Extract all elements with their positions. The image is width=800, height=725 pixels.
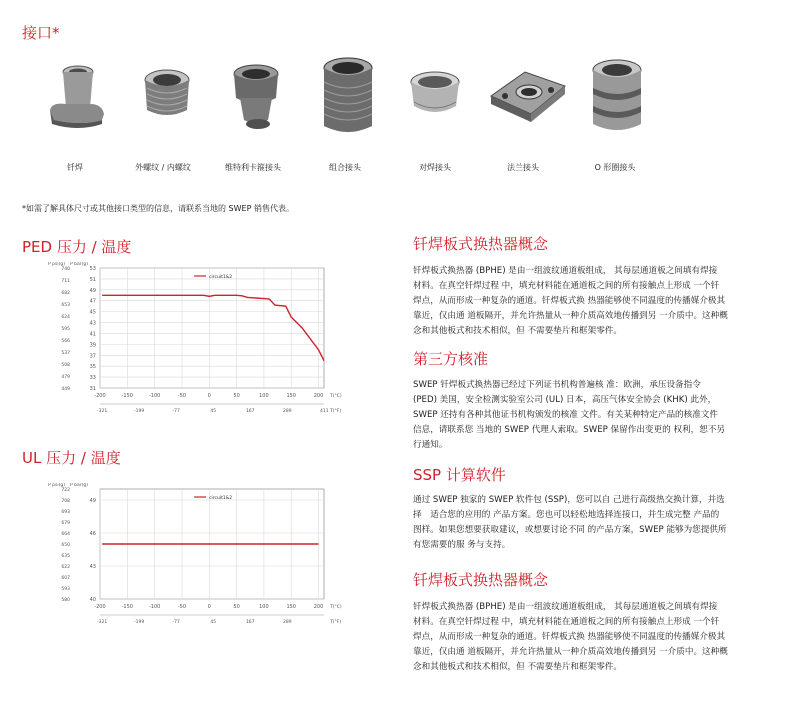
y-tick-label-psi: 682 (61, 291, 70, 296)
x-tick-label-f: -199 (134, 409, 145, 414)
y-tick-label: 41 (89, 331, 96, 338)
x-tick-label: 150 (286, 604, 296, 610)
connections-title: 接口* (22, 24, 60, 42)
y-tick-label-psi: 508 (61, 363, 70, 368)
x-tick-label-f: -321 (97, 409, 108, 414)
text-line: 择 适合您的应用的 产品方案。您也可以轻松地选择连接口，并生成完整 产品的 (413, 510, 720, 520)
bphe-concept-title-2: 钎焊板式换热器概念 (413, 571, 549, 589)
y-tick-label: 35 (89, 364, 96, 371)
text-line: 行通知。 (413, 440, 448, 450)
o-ring-connection-icon (582, 54, 652, 140)
x-tick-label: 150 (286, 393, 296, 399)
y-tick-label: 37 (89, 353, 96, 360)
y-tick-label-psi: 622 (61, 565, 70, 570)
x-axis-label-top: T(°C) (330, 394, 342, 399)
y-tick-label-psi: 580 (61, 598, 70, 603)
x-tick-label-f: -199 (134, 620, 145, 625)
x-tick-label: 50 (233, 393, 240, 399)
text-line: 焊点，从而形成一种复杂的通道。钎焊板式换 热器能够使不同温度的传播媒介极其 (413, 296, 726, 306)
y-tick-label: 49 (89, 287, 96, 294)
y-tick-label-psi: 449 (61, 387, 70, 392)
x-tick-label-f: -77 (172, 409, 180, 414)
series-line (102, 295, 324, 360)
text-line: 通过 SWEP 独家的 SWEP 软件包 (SSP)，您可以自 己进行高级热交换计算，并选 (413, 495, 725, 505)
x-tick-label-f: 45 (210, 409, 217, 414)
x-tick-label: -200 (94, 393, 106, 399)
y-axis-label-left: P psi(g) (48, 483, 65, 488)
y-tick-label: 43 (89, 564, 96, 570)
bphe-concept-text-2 (413, 600, 780, 675)
text-line: 焊点，从而形成一种复杂的通道。钎焊板式换 热器能够使不同温度的传播媒介极其 (413, 632, 726, 642)
y-tick-label-psi: 722 (61, 488, 70, 493)
y-tick-label-psi: 664 (61, 532, 70, 537)
y-tick-label-psi: 635 (61, 554, 70, 559)
text-line: 靠近，仅由通 道板隔开，并允许热量从一种介质高效地传播到另 一介质中。这种概 (413, 311, 728, 321)
third-party-approval-title: 第三方核准 (413, 350, 489, 368)
y-tick-label: 33 (89, 375, 96, 382)
y-tick-label-psi: 740 (61, 267, 70, 272)
text-line: (PED) 美国，安全检测实验室公司 (UL) 日本，高压气体安全协会 (KHK) 此外， (413, 395, 717, 405)
y-tick-label: 40 (89, 597, 96, 603)
flange-connection-icon (485, 58, 570, 138)
y-axis-label-right: P bar(g) (70, 483, 88, 488)
y-tick-label-psi: 653 (61, 303, 70, 308)
y-tick-label-psi: 624 (61, 315, 70, 320)
x-axis-label-bottom: T(°F) (330, 409, 342, 414)
legend-label: circuit1&2 (209, 496, 233, 501)
connection-label-brazed: 钎焊 (67, 163, 83, 172)
connection-label-weld: 对焊接头 (419, 163, 451, 172)
x-tick-label-f: 167 (245, 409, 255, 414)
x-tick-label-f: 289 (282, 620, 292, 625)
y-tick-label-psi: 650 (61, 543, 70, 548)
x-tick-label: 50 (233, 604, 240, 610)
connection-label-flange: 法兰接头 (507, 163, 539, 172)
x-tick-label-f: 45 (210, 620, 217, 625)
threaded-connection-icon (132, 58, 202, 138)
y-tick-label: 53 (89, 266, 96, 272)
y-tick-label: 45 (89, 309, 96, 316)
victaulic-connection-icon (218, 58, 288, 138)
y-tick-label-psi: 479 (61, 375, 70, 380)
x-tick-label: -100 (148, 393, 161, 399)
y-tick-label: 51 (89, 276, 96, 283)
x-tick-label-f: 289 (282, 409, 292, 414)
x-tick-label: -50 (177, 604, 187, 610)
x-tick-label-f: 411 (320, 409, 329, 414)
x-tick-label: 0 (207, 604, 211, 610)
connection-label-combination: 组合接头 (329, 163, 361, 172)
text-line: 信息，请联系您 当地的 SWEP 代理人索取。SWEP 保留作出变更的 权利，恕不另 (413, 425, 726, 435)
x-tick-label-f: -321 (97, 620, 108, 625)
text-line: SWEP 钎焊板式换热器已经过下列证书机构普遍核 准：欧洲，承压设备指令 (413, 380, 701, 390)
x-tick-label: 200 (313, 393, 324, 399)
text-line: SWEP 还持有各种其他证书机构颁发的核准 文件。有关某种特定产品的核准文件 (413, 410, 719, 420)
bphe-concept-text (413, 264, 780, 339)
x-tick-label: -50 (177, 393, 187, 399)
brazed-tube-icon (42, 58, 112, 138)
weld-connection-icon (400, 58, 470, 138)
x-tick-label: 100 (259, 604, 269, 610)
y-tick-label: 46 (89, 531, 96, 537)
x-tick-label-f: -77 (172, 620, 180, 625)
third-party-approval-text (413, 378, 780, 453)
x-tick-label: -100 (148, 604, 161, 610)
y-tick-label: 31 (89, 386, 96, 392)
text-line: 念和其他板式和技术相似，但 不需要垫片和框架零件。 (413, 662, 622, 672)
x-tick-label: -150 (121, 393, 133, 399)
y-tick-label-psi: 711 (61, 279, 70, 284)
x-tick-label: 200 (313, 604, 324, 610)
ssp-software-title: SSP 计算软件 (413, 466, 506, 484)
y-tick-label: 47 (89, 298, 96, 305)
text-line: 钎焊板式换热器 (BPHE) 是由一组波纹通道板组成， 其每层通道板之间填有焊接 (413, 602, 718, 612)
x-tick-label: 100 (259, 393, 269, 399)
x-axis-label-bottom: T(°F) (330, 620, 342, 625)
plot-frame (100, 268, 324, 388)
legend-label: circuit1&2 (209, 275, 233, 280)
connection-label-victaulic: 维特利卡箍接头 (225, 163, 281, 172)
x-tick-label-f: 167 (245, 620, 255, 625)
ped-chart-title: PED 压力 / 温度 (22, 238, 132, 256)
text-line: 靠近，仅由通 道板隔开，并允许热量从一种介质高效地传播到另 一介质中。这种概 (413, 647, 728, 657)
connection-label-o-ring: O 形圈接头 (594, 163, 636, 172)
ul-chart-title: UL 压力 / 温度 (22, 449, 121, 467)
y-tick-label-psi: 595 (61, 327, 70, 332)
y-tick-label: 43 (89, 320, 96, 327)
x-tick-label: 0 (207, 393, 211, 399)
connections-footnote: *如需了解具体尺寸或其他接口类型的信息，请联系当地的 SWEP 销售代表。 (22, 204, 294, 213)
ul-pressure-temperature-chart (22, 483, 352, 633)
y-tick-label: 49 (89, 498, 96, 504)
y-tick-label-psi: 693 (61, 510, 70, 515)
y-tick-label-psi: 593 (61, 587, 70, 592)
ssp-software-text (413, 493, 780, 553)
combination-connection-icon (312, 52, 382, 142)
text-line: 有您需要的服 务与支持。 (413, 540, 511, 550)
x-axis-label-top: T(°C) (330, 605, 342, 610)
bphe-concept-title: 钎焊板式换热器概念 (413, 235, 549, 253)
text-line: 念和其他板式和技术相似，但 不需要垫片和框架零件。 (413, 326, 622, 336)
text-line: 材料。在真空钎焊过程 中，填充材料能在通道板之间的所有接触点上形成 一个钎 (413, 617, 720, 627)
y-tick-label: 39 (89, 342, 96, 349)
x-tick-label: -150 (121, 604, 133, 610)
connection-label-threaded: 外螺纹 / 内螺纹 (135, 163, 191, 172)
y-tick-label-psi: 607 (61, 576, 70, 581)
y-tick-label-psi: 708 (61, 499, 70, 504)
text-line: 材料。在真空钎焊过程 中，填充材料能在通道板之间的所有接触点上形成 一个钎 (413, 281, 720, 291)
y-tick-label-psi: 537 (61, 351, 70, 356)
text-line: 钎焊板式换热器 (BPHE) 是由一组波纹通道板组成， 其每层通道板之间填有焊接 (413, 266, 718, 276)
y-axis-label-left: P psi(g) (48, 262, 65, 267)
y-axis-label-right: P bar(g) (70, 262, 88, 267)
text-line: 图样。如果您想要获取建议，或想要讨论不同 的产品方案，SWEP 能够为您提供所 (413, 525, 727, 535)
y-tick-label-psi: 679 (61, 521, 70, 526)
ped-pressure-temperature-chart (22, 262, 352, 422)
y-tick-label-psi: 566 (61, 339, 70, 344)
x-tick-label: -200 (94, 604, 106, 610)
